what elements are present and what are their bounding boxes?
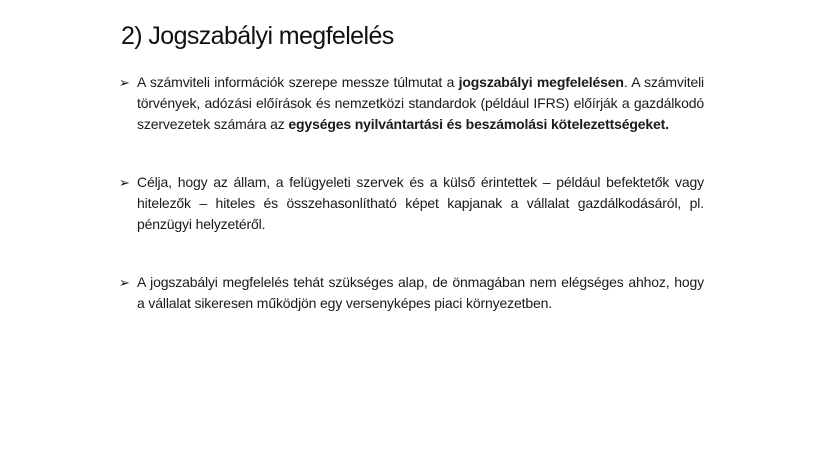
bullet-item: [119, 272, 704, 314]
arrow-bullet-icon: ➢: [119, 275, 130, 290]
arrow-bullet-icon: ➢: [119, 175, 130, 190]
bullet-text: . A számviteli törvények, adózási előírások és nemzetközi standardok (például IFRS) előírják a gazdálkodó szervezetek számára az: [137, 74, 705, 132]
bullet-item: [119, 172, 704, 235]
bullet-bold-text: egységes nyilvántartási és beszámolási kötelezettségeket.: [288, 116, 669, 132]
bullet-bold-text: jogszabályi megfelelésen: [458, 74, 624, 90]
bullet-list: [119, 72, 704, 314]
arrow-bullet-icon: ➢: [119, 75, 130, 90]
slide-title: 2) Jogszabályi megfelelés: [121, 22, 394, 50]
bullet-text: A jogszabályi megfelelés tehát szükséges alap, de önmagában nem elégséges ahhoz, hogy a vállalat sikeresen működjön egy versenyképes piaci környezetben.: [137, 274, 704, 311]
bullet-text: A számviteli információk szerepe messze túlmutat a: [137, 74, 459, 90]
bullet-item: [119, 72, 704, 135]
bullet-text: Célja, hogy az állam, a felügyeleti szervek és a külső érintettek – például befektetők vagy hitelezők – hiteles és összehasonlítható képet kapjanak a vállalat gazdálkodásáról, pl. pénzügyi helyzetéről.: [137, 174, 704, 232]
